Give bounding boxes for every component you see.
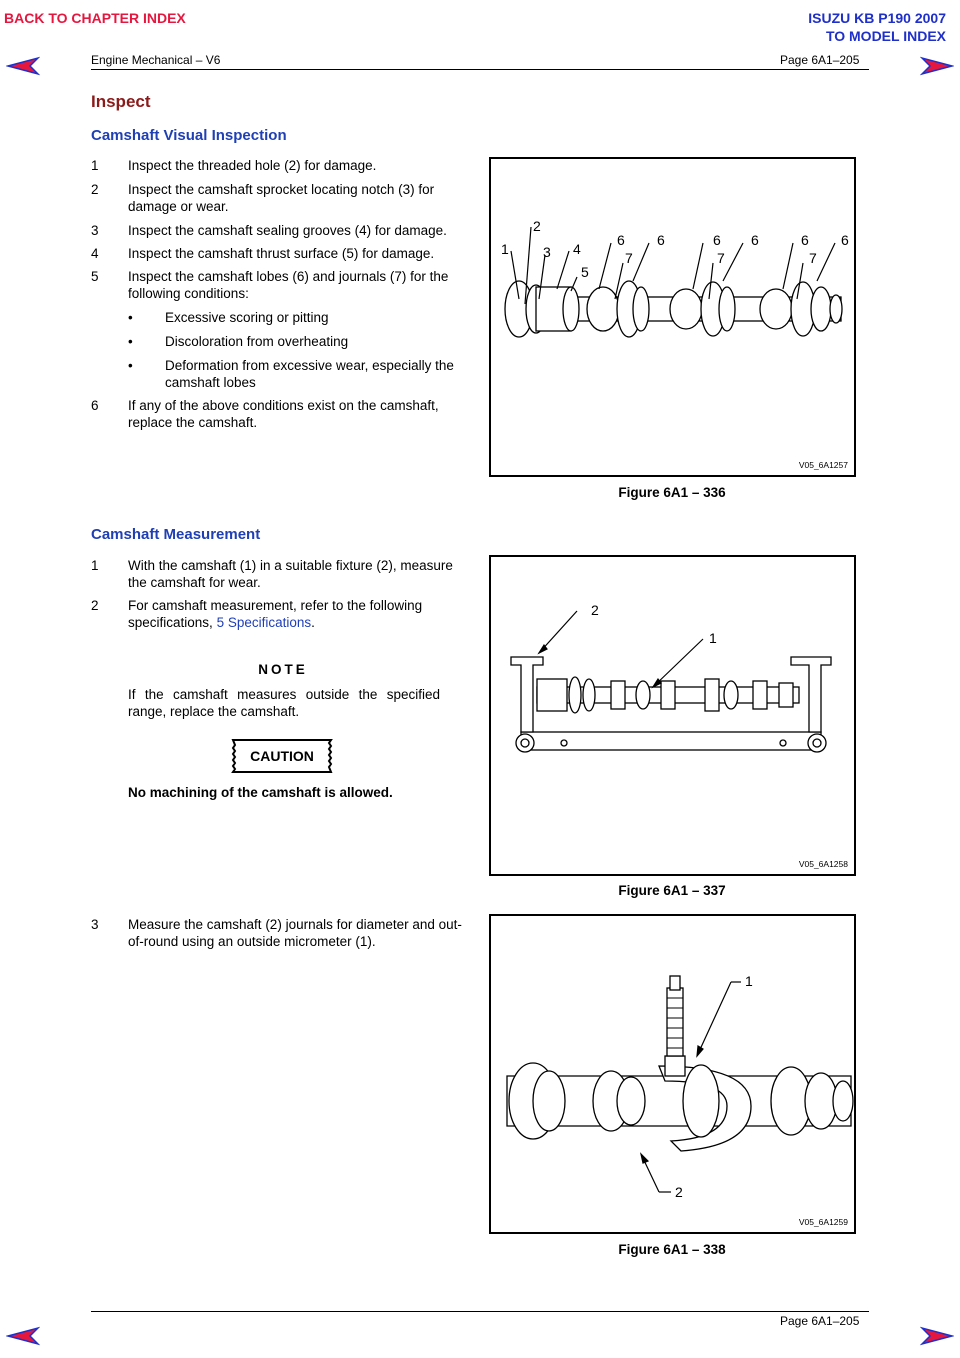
step-text: If any of the above conditions exist on the camshaft, replace the camshaft. (128, 398, 439, 430)
measurement-heading: Camshaft Measurement (91, 526, 261, 543)
step-text: Inspect the threaded hole (2) for damage. (128, 158, 377, 173)
note-title: NOTE (258, 662, 308, 677)
visual-step (91, 157, 471, 174)
caution-label: CAUTION (250, 748, 314, 764)
camshaft-micrometer-illustration (491, 916, 854, 1232)
model-title-link[interactable]: ISUZU KB P190 2007 (808, 10, 946, 26)
callout-label: 1 (709, 630, 717, 646)
note-text: If the camshaft measures outside the specified range, replace the camshaft. (128, 687, 440, 719)
step-number: 1 (91, 158, 99, 173)
bullet-icon: • (128, 310, 133, 325)
measurement-step (91, 916, 471, 950)
caution-text: No machining of the camshaft is allowed. (128, 785, 393, 800)
header-divider (91, 69, 869, 70)
to-model-index-link[interactable]: TO MODEL INDEX (825, 28, 946, 44)
visual-step (91, 268, 471, 302)
visual-step (91, 222, 471, 239)
callout-label: 1 (501, 241, 509, 257)
measurement-step (91, 597, 471, 631)
step-number: 3 (91, 223, 99, 238)
step-number: 2 (91, 598, 99, 613)
footer-divider (91, 1311, 869, 1312)
previous-page-arrow-icon[interactable] (6, 56, 40, 76)
callout-label: 6 (657, 232, 665, 248)
visual-step (91, 397, 471, 431)
callout-label: 6 (801, 232, 809, 248)
bullet-icon: • (128, 358, 133, 373)
callout-label: 7 (717, 250, 725, 266)
callout-label: 4 (573, 241, 581, 257)
callout-label: 5 (581, 264, 589, 280)
camshaft-illustration (491, 159, 854, 475)
figure-caption: Figure 6A1 – 336 (618, 485, 726, 500)
figure-caption: Figure 6A1 – 338 (618, 1242, 726, 1257)
figure-camshaft-callouts (489, 157, 856, 477)
header-chapter-title: Engine Mechanical – V6 (91, 53, 221, 67)
step-text: Inspect the camshaft thrust surface (5) for damage. (128, 246, 435, 261)
bullet-text: Discoloration from overheating (165, 334, 349, 349)
callout-label: 6 (617, 232, 625, 248)
callout-label: 2 (533, 218, 541, 234)
bullet-text: Excessive scoring or pitting (165, 310, 329, 325)
condition-bullet (128, 333, 473, 350)
callout-label: 7 (625, 250, 633, 266)
callout-label: 2 (675, 1184, 683, 1200)
callout-label: 6 (841, 232, 849, 248)
step-number: 2 (91, 182, 99, 197)
condition-bullet (128, 357, 458, 391)
step-number: 1 (91, 558, 99, 573)
step-text: Inspect the camshaft lobes (6) and journals (7) for the following conditions: (128, 269, 449, 301)
back-to-chapter-index-link[interactable]: BACK TO CHAPTER INDEX (4, 10, 186, 26)
step-text-before: For camshaft measurement, refer to the following specifications, (128, 598, 423, 630)
step-text: Inspect the camshaft sealing grooves (4) for damage. (128, 223, 447, 238)
figure-image-id: V05_6A1257 (798, 460, 848, 470)
section-title: Inspect (91, 92, 151, 111)
step-number: 6 (91, 398, 99, 413)
step-text: With the camshaft (1) in a suitable fixture (2), measure the camshaft for wear. (128, 558, 453, 590)
bullet-icon: • (128, 334, 133, 349)
step-number: 3 (91, 917, 99, 932)
measurement-step (91, 557, 471, 591)
callout-label: 7 (809, 250, 817, 266)
step-text (128, 597, 471, 631)
figure-image-id: V05_6A1259 (798, 1217, 848, 1227)
callout-label: 1 (745, 973, 753, 989)
callout-label: 6 (751, 232, 759, 248)
visual-step (91, 181, 471, 215)
visual-inspection-heading: Camshaft Visual Inspection (91, 127, 287, 144)
specifications-link[interactable]: 5 Specifications (216, 615, 312, 630)
callout-label: 2 (591, 602, 599, 618)
step-text: Inspect the camshaft sprocket locating notch (3) for damage or wear. (128, 182, 435, 214)
caution-badge (230, 737, 334, 775)
step-text: Measure the camshaft (2) journals for diameter and out-of-round using an outside micrometer (1). (128, 917, 462, 949)
figure-camshaft-fixture (489, 555, 856, 876)
camshaft-fixture-illustration (491, 557, 854, 874)
previous-page-arrow-icon[interactable] (6, 1326, 40, 1346)
next-page-arrow-icon[interactable] (920, 56, 954, 76)
callout-label: 3 (543, 244, 551, 260)
footer-page-number: Page 6A1–205 (780, 1314, 860, 1328)
figure-image-id: V05_6A1258 (798, 859, 848, 869)
figure-camshaft-micrometer (489, 914, 856, 1234)
step-number: 4 (91, 246, 99, 261)
step-number: 5 (91, 269, 99, 284)
callout-label: 6 (713, 232, 721, 248)
condition-bullet (128, 309, 473, 326)
next-page-arrow-icon[interactable] (920, 1326, 954, 1346)
figure-caption: Figure 6A1 – 337 (618, 883, 726, 898)
header-page-number: Page 6A1–205 (780, 53, 860, 67)
bullet-text: Deformation from excessive wear, especially the camshaft lobes (165, 358, 454, 390)
visual-step (91, 245, 471, 262)
step-text-after: . (311, 615, 315, 630)
